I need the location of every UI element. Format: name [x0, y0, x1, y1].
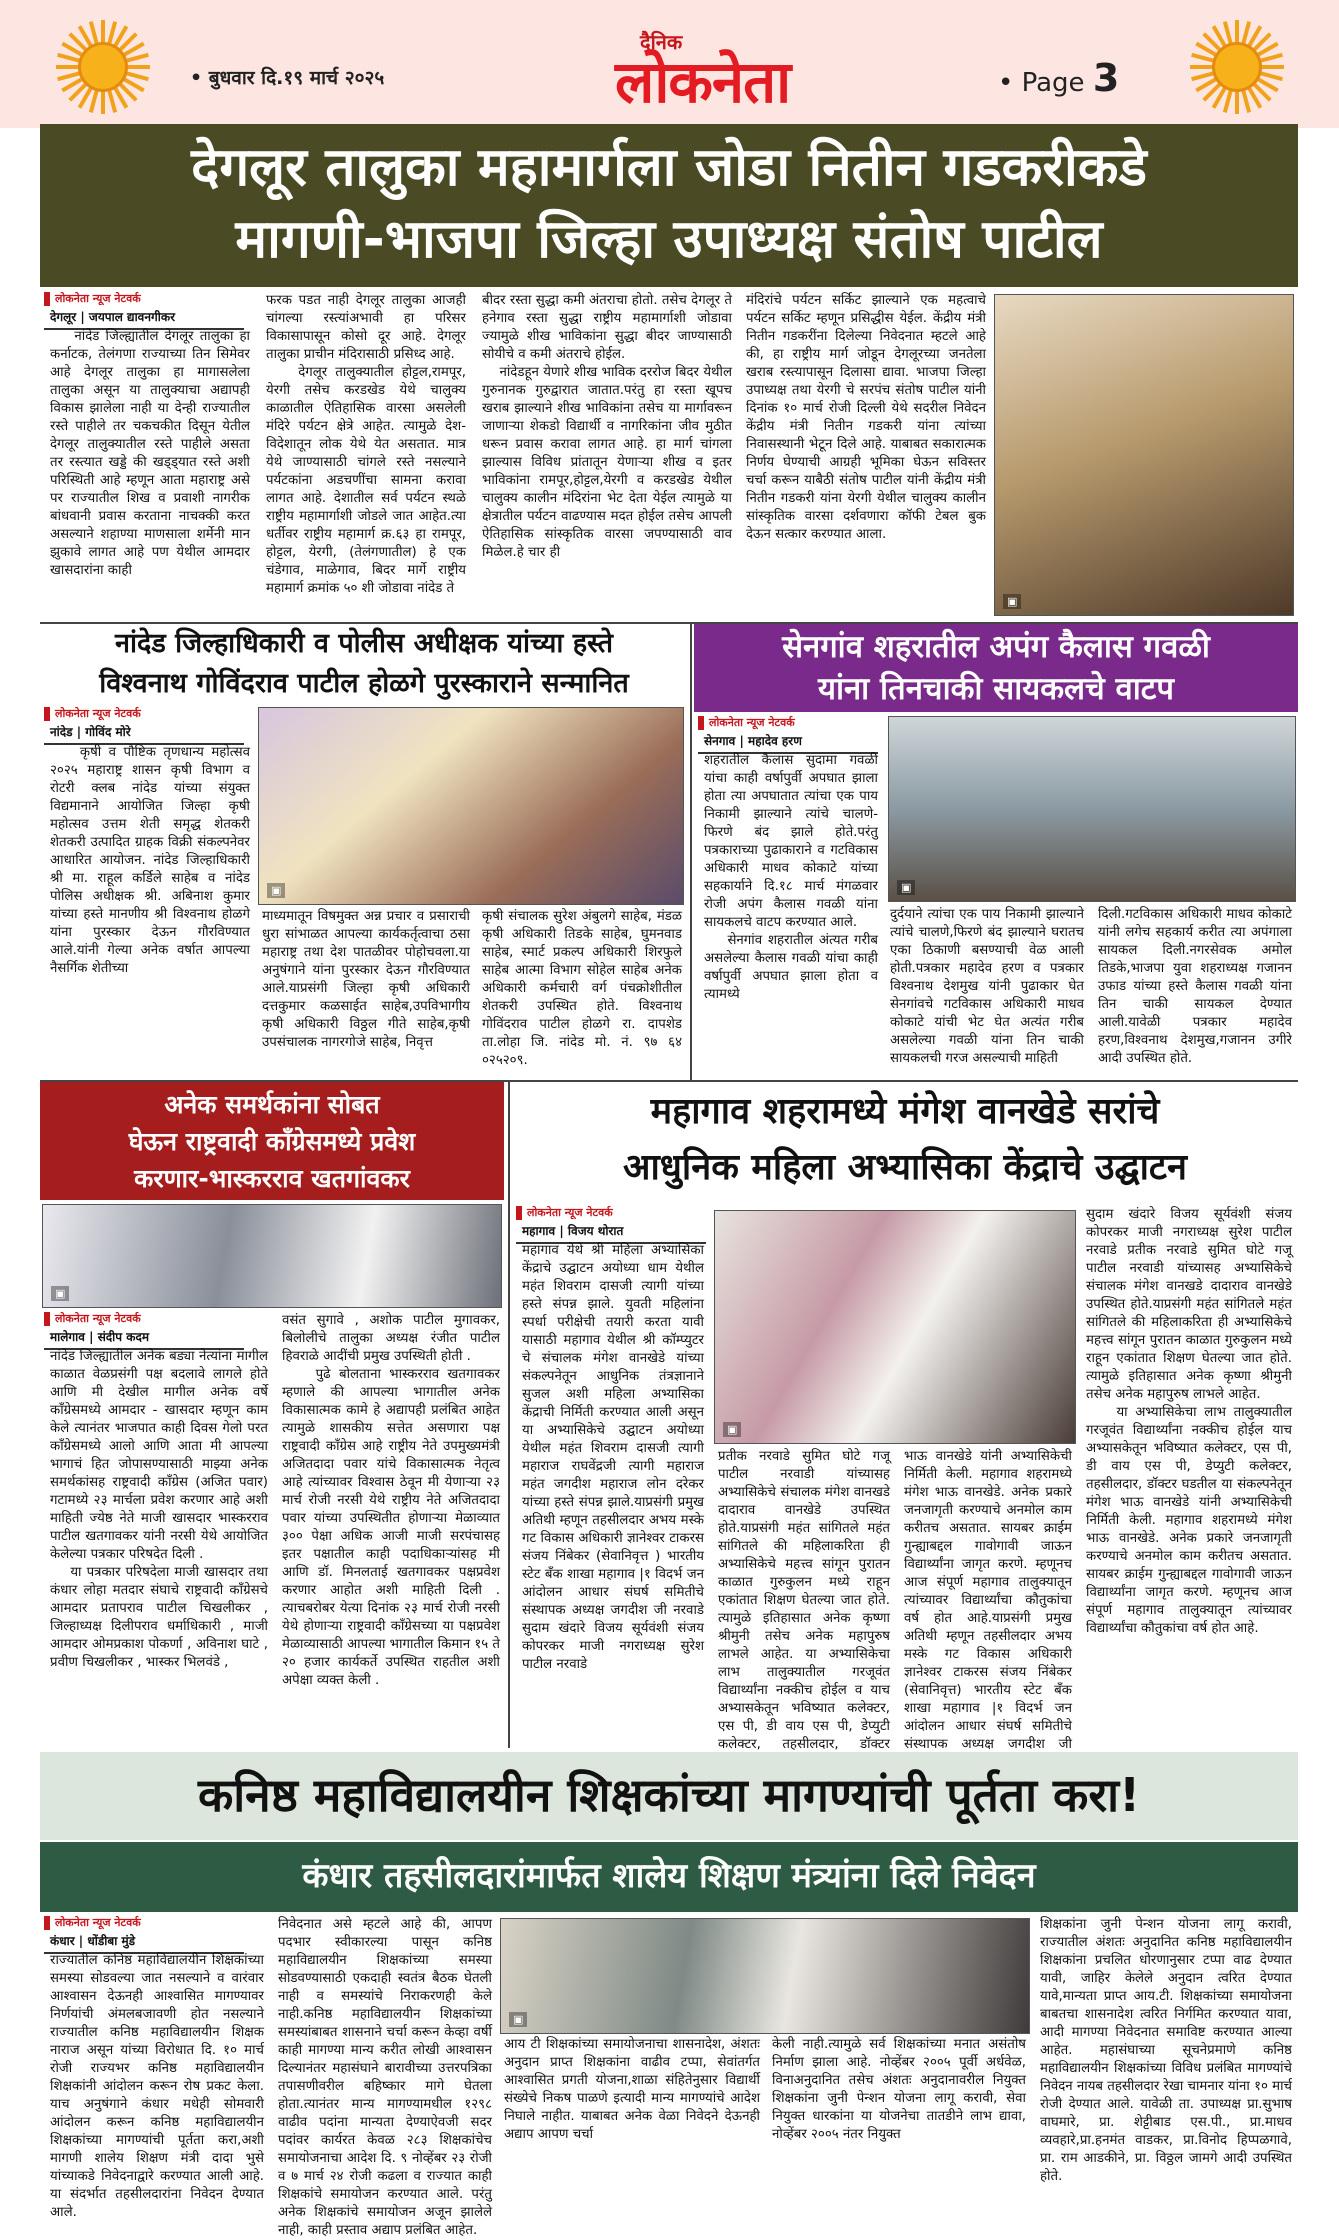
sun-icon: [1182, 16, 1292, 116]
article5-headline-line2: आधुनिक महिला अभ्यासिका केंद्राचे उद्घाटन: [622, 1147, 1188, 1188]
article1-byline: देगलूर | जयपाल द्यावनगीकर: [44, 306, 244, 330]
article3-column: दिली.गटविकास अधिकारी माधव कोकाटे यांनी लगेच सहकार्य करीत त्या अपंगाला सायकल दिली.नगरसेवक अमोल तिडके,भाजपा युवा शहराध्यक्ष गजानन उफाड यांच्या हस्ते कैलास गवळी यांना तिन चाकी सायकल देण्यात आली.यावेळी पत्रकार महादेव हरण,विश्वनाथ देशमुख,गजानन उगीरे आदी उपस्थित होते.: [1098, 907, 1297, 1066]
article3-column: दुर्दयाने त्यांचा एक पाय निकामी झाल्याने त्यांचे चालणे,फिरणे बंद झाल्याने घरातच एका ठिकाणी बसण्याची वेळ आली होती.पत्रकार महादेव हरण व पत्रकार विश्वनाथ देशमुख यांनी पुढाकार घेत सेनगांवचे गटविकास अधिकारी माधव कोकाटे यांची भेट घेत अत्यंत गरीब असलेल्या गवळी यांना तिन चाकी सायकलची गरज असल्याची माहिती: [890, 907, 1089, 1066]
article1-headline: [40, 124, 1298, 287]
photo-icon: ▣: [51, 1286, 69, 1301]
news-network-tag: लोकनेता न्यूज नेटवर्क: [44, 1916, 244, 1930]
article5-column: प्रतीक नरवाडे सुमित घोटे गजू पाटील नरवाडी यांच्यासह अभ्यासिकेचे संचालक मंगेश वानखडे दादाराव वानखेडे उपस्थित होते.याप्रसंगी महंत सांगितले महंत सांगितले की महिलाकरिता ही अभ्यासिकेचे महत्त्व सांगून पुरातन काळात गुरुकुलन मध्ये राहून एकांतात शिक्षण घेतल्या जात होते. त्यामुळे इतिहासात अनेक कृष्णा श्रीमुनी तसेच अनेक महापुरुष लाभले आहेत. या अभ्यासिकेचा लाभ तालुक्यातील गरजूवंत विद्यार्थ्यांना नक्कीच होईल व याच अभ्यासकेतून भविष्यात कलेक्टर, एस पी, डी वाय एस पी, डेप्युटी कलेक्टर, तहसीलदार, डॉक्टर: [718, 1449, 890, 1752]
article2-headline-line2: विश्वनाथ गोविंदराव पाटील होळगे पुरस्काराने सन्मानित: [99, 668, 629, 699]
article6-column: राज्यातील कनिष्ठ महाविद्यालयीन शिक्षकांच्या समस्या सोडवल्या जात नसल्याने व वारंवार आश्वासन देऊनही आश्वासित मागण्यावर निर्णयांची अंमलबजावणी होत नसल्याने राज्यातील कनिष्ठ महाविद्यालयीन शिक्षक नाराज असून यांच्या विरोधात दि. १० मार्च रोजी राज्यभर कनिष्ठ महाविद्यालयीन शिक्षकांनी आंदोलन करून रोष प्रकट केला. याच अनुषंगाने कंधार मधेही सोमवारी आंदोलन करून कनिष्ठ महाविद्यालयीन शिक्षकांच्या मागण्यांची पूर्तता करा,अशी मागणी शालेय शिक्षण मंत्री दादा भुसे यांच्याकडे निवेदनाद्वारे करण्यात आली आहे. या संदर्भात तहसीलदारांना निवेदन देण्यात आले.: [50, 1953, 269, 2220]
article3-photo: [888, 716, 1296, 902]
article4-byline: मालेगाव | संदीप कदम: [44, 1326, 244, 1350]
article6-meta: [44, 1916, 244, 1954]
article1-headline-line1: देगलूर तालुका महामार्गला जोडा नितीन गडकरीकडे: [191, 137, 1147, 198]
news-network-tag: लोकनेता न्यूज नेटवर्क: [698, 716, 878, 730]
article4-meta: [44, 1312, 244, 1350]
article3-meta: [698, 716, 878, 754]
news-network-tag: लोकनेता न्यूज नेटवर्क: [44, 292, 244, 306]
article6-column: शिक्षकांना जुनी पेन्शन योजना लागू करावी, राज्यातील अंशतः अनुदानित कनिष्ठ महाविद्यालयीन शिक्षकांना प्रचलित धोरणानुसार टप्पा वाढ देण्यात यावी, जाहिर केलेले अनुदान त्वरित देण्यात यावे,मान्यता प्राप्त आय.टी. शिक्षकांच्या समायोजना बाबतचा शासनादेश त्वरित निर्गमित करण्यात यावा, आदी मागण्या निवेदनात समाविष्ट करण्यात आल्या आहेत. महासंघाच्या सूचनेप्रमाणे कनिष्ठ महाविद्यालयीन शिक्षकांच्या विविध प्रलंबित मागण्यांचे निवेदन नायब तहसीलदार रेखा चामनार यांना १० मार्च रोजी देण्यात आले. यावेळी ता. उपाध्यक्ष प्रा.सुभाष वाघमारे, प्रा. शेट्टीबाड एस.पी., प्रा.माधव व्यवहारे,प्रा.हनमंत वाडकर, प्रा.विनोद हिप्पळगावे, प्रा. राम आडकीने, प्रा. विठ्ठल जामगे आदी उपस्थित होते.: [1040, 1917, 1297, 2184]
article2-byline: नांदेड | गोविंद मोरे: [44, 721, 244, 745]
masthead-title: लोकनेता: [615, 48, 791, 116]
article4-column: वसंत सुगावे , अशोक पाटील मुगावकर, बिलोलीचे तालुका अध्यक्ष रंजीत पाटील हिवराळे आदींची प्रमुख उपस्थिती होती . पुढे बोलताना भास्करराव खतगावकर म्हणाले की आपल्या भागातील अनेक विकासात्मक कामे हे अद्यापही प्रलंबित आहेत त्यामुळे शासकीय सत्तेत असणारा पक्ष राष्ट्रवादी काँग्रेस आहे राष्ट्रीय नेते उपमुख्यमंत्री अजितदादा पवार यांचे विकासात्मक नेतृत्व आहे त्यांच्यावर विश्वास ठेवून मी येणाऱ्या २३ मार्च रोजी नरसी येथे राष्ट्रीय नेते अजितदादा पवार यांच्या उपस्थितीत होणाऱ्या मेळाव्यात ३०० पेक्षा अधिक आजी माजी सरपंचासह इतर पक्षातील काही पदाधिकाऱ्यांसह मी आणि डॉ. मिनलताई खतगावकर पक्षप्रवेश करणार आहोत अशी माहिती दिली . त्याचबरोबर येत्या दिनांक २३ मार्च रोजी नरसी येथे होणाऱ्या राष्ट्रवादी काँग्रेसच्या या पक्षप्रवेश मेळाव्यासाठी आपल्या भागातील किमान १५ ते २० हजार कार्यकर्ते उपस्थित राहतील अशी अपेक्षा व्यक्त केली .: [282, 1313, 500, 1688]
article2-photo: [258, 707, 684, 905]
article1-headline-line2: मागणी-भाजपा जिल्हा उपाध्यक्ष संतोष पाटील: [235, 209, 1103, 270]
article4-photo: [42, 1204, 502, 1308]
article6-headline: कनिष्ठ महाविद्यालयीन शिक्षकांच्या मागण्यांची पूर्तता करा!: [40, 1752, 1298, 1840]
article2-headline-line1: नांदेड जिल्हाधिकारी व पोलीस अधीक्षक यांच्या हस्ते: [115, 628, 613, 659]
article1-column: मंदिरांचे पर्यटन सर्किट झाल्याने एक महत्वाचे पर्यटन सर्किट म्हणून प्रसिद्धीस येईल. केंद्रीय मंत्री नितीन गडकरींना दिलेल्या निवेदनात म्हटले आहे की, हा राष्ट्रीय मार्ग जोडून देगलूरच्या जनतेला खराब रस्त्यापासून दिलासा द्यावा. भाजपा जिल्हा उपाध्यक्ष तथा येरगी चे सरपंच संतोष पाटील यांनी दिनांक १० मार्च रोजी दिल्ली येथे सदरील निवेदन केंद्रीय मंत्री नितीन गडकरी यांना त्यांच्या निवासस्थानी भेटून दिले आहे. याबाबत सकारात्मक निर्णय घेण्याची आग्रही भूमिका घेऊन सविस्तर चर्चा करून याबैठी संतोष पाटील यांनी केंद्रीय मंत्री नितीन गडकरी यांना येरगी येथील चालुक्य कालीन सांस्कृतिक वारसा दर्शवणारा कॉफी टेबल बुक देऊन सत्कार करण्यात आला.: [746, 293, 991, 542]
article2-column: कृषी संचालक सुरेश अंबुलगे साहेब, मंडळ कृषी अधिकारी तिडके साहेब, घुमनवाड साहेब, स्मार्ट प्रकल्प अधिकारी शिरफुले साहेब आत्मा विभाग सोहेल साहेब अनेक अधिकारी कर्मचारी वर्ग पंचक्रोशीतील शेतकरी उपस्थित होते. विश्वनाथ गोविंदराव पाटील होळगे रा. दापशेड ता.लोहा जि. नांदेड मो. नं. ९७ ६४ ०२५२०९.: [482, 909, 687, 1068]
article3-byline: सेनगाव | महादेव हरण: [698, 730, 878, 754]
sun-icon: [48, 16, 158, 116]
article3-column: शहरातील कैलास सुदामा गवळी यांचा काही वर्षापुर्वी अपघात झाला होता त्या अपघातात त्यांचा एक पाय निकामी झाल्याने त्यांचे चालणे-फिरणे बंद झाले होते.परंतु पत्रकाराच्या पुढाकाराने व गटविकास अधिकारी माधव कोकाटे यांच्या सहकार्याने दि.१८ मार्च मंगळवार रोजी अपंग कैलास गवळी यांना सायकलचे वाटप करण्यात आले. सेनगांव शहरातील अंत्यत गरीब असलेल्या कैलास गवळी यांचा काही वर्षापुर्वी अपघात झाला होता व त्यामध्ये: [704, 753, 878, 1002]
article1-column: फरक पडत नाही देगलूर तालुका आजही चांगल्या रस्त्यांअभावी हा परिसर विकासापासून कोसो दूर आहे. देगलूर तालुका प्राचीन मंदिरासाठी प्रसिध्द आहे. देगलूर तालुक्यातील होट्टल,रामपूर, येरगी तसेच करडखेड येथे चालुक्य काळातील ऐतिहासिक वारसा असलेली मंदिरे पर्यटन क्षेत्रे आहेत. त्यामुळे देश-विदेशातून लोक येथे येत असतात. मात्र येथे जाण्यासाठी चांगले रस्ते नसल्याने पर्यटकांना अडचणींचा सामना करावा लागत आहे. देशातील सर्व पर्यटन स्थळे राष्ट्रीय महामार्गाशी जोडले जात आहेत.त्या धर्तीवर राष्ट्रीय महामार्ग क्र.६३ हा रामपूर, होट्टल, येरगी, (तेलंगणातील) हे एक चंडेगाव, माळेगाव, बिदर मार्गे राष्ट्रीय महामार्ग क्रमांक ५० शी जोडावा नांदेड ते: [266, 293, 466, 596]
article2-meta: [44, 707, 244, 745]
article3-headline-line2: यांना तिनचाकी सायकलचे वाटप: [817, 671, 1175, 707]
page-number-value: 3: [1092, 56, 1120, 100]
article4-headline-line1: अनेक समर्थकांना सोबत: [164, 1090, 380, 1119]
photo-icon: ▣: [1003, 594, 1021, 609]
article5-column: सुदाम खंदारे विजय सूर्यवंशी संजय कोपरकर माजी नगराध्यक्ष सुरेश पाटील नरवाडे प्रतीक नरवाडे सुमित घोटे गजू पाटील नरवाडी यांच्यासह अभ्यासिकेचे संचालक मंगेश वानखडे दादाराव वानखेडे उपस्थित होते.याप्रसंगी महंत सांगितले महंत सांगितले की महिलाकरिता ही अभ्यासिकेचे महत्त्व सांगून पुरातन काळात गुरुकुलन मध्ये राहून एकांतात शिक्षण घेतल्या जात होते. त्यामुळे इतिहासात अनेक कृष्णा श्रीमुनी तसेच अनेक महापुरुष लाभले आहेत. या अभ्यासिकेचा लाभ तालुक्यातील गरजूवंत विद्यार्थ्यांना नक्कीच होईल याच अभ्यासकेतून भविष्यात कलेक्टर, एस पी, डी वाय एस पी, डेप्युटी कलेक्टर, तहसीलदार, डॉक्टर घडतील या संकल्पनेतून मंगेश भाऊ वानखेडे यांनी अभ्यासिकेची निर्मिती केली. महागाव शहरामध्ये मंगेश भाऊ वानखेडे. अनेक प्रकारे जनजागृती करण्याचे अनमोल काम करीतच असतात. सायबर क्राईम गुन्ह्याबद्दल गावोगावी जाऊन विद्यार्थ्यांना जागृत करणे. म्हणूनच आज संपूर्ण महागाव तालुक्यातून त्यांच्यावर विद्यार्थ्यांचा कौतुकांचा वर्ष होत आहे.: [1086, 1207, 1292, 1636]
article5-byline: महागाव | विजय थोरात: [516, 1220, 706, 1244]
article6-column: निवेदनात असे म्हटले आहे की, आपण पदभार स्वीकारल्या पासून कनिष्ठ महाविद्यालयीन शिक्षकांच्या समस्या सोडवण्यासाठी एकदाही स्वतंत्र बैठक घेतली नाही व समस्यांचे निराकरणही केले नाही.कनिष्ठ महाविद्यालयीन शिक्षकांच्या समस्यांबाबत शासनाने चर्चा करून केव्हा वर्षी काही मागण्या मान्य करीत लोखी आश्वासन दिल्यानंतर महासंघाने बारावीच्या उत्तरपत्रिका तपासणीवरील बहिष्कार मागे घेतला होता.त्यानंतर मान्य मागण्यामधील १२९८ वाढीव पदांना मान्यता देण्याऐवजी सदर पदांवर कार्यरत केवळ २८३ शिक्षकांचेच समायोजनाचा आदेश दि. ९ नोव्हेंबर २३ रोजी व ७ मार्च २४ रोजी कढला व राज्यात काही शिक्षकांचे समायोजन करण्यात आले. परंतु अनेक शिक्षकांचे समायोजन अजून झालेले नाही, काही प्रस्ताव अद्याप प्रलंबित आहेत.: [278, 1917, 497, 2238]
issue-date: • बुधवार दि.१९ मार्च २०२५: [190, 67, 385, 89]
news-network-tag: लोकनेता न्यूज नेटवर्क: [44, 707, 244, 721]
article5-headline: [512, 1084, 1298, 1202]
news-network-tag: लोकनेता न्यूज नेटवर्क: [44, 1312, 244, 1326]
article6-subheadline: कंधार तहसीलदारांमार्फत शालेय शिक्षण मंत्र्यांना दिले निवेदन: [40, 1842, 1298, 1912]
article1-column: बीदर रस्ता सुद्धा कमी अंतराचा होतो. तसेच देगलूर ते हनेगाव रस्ता सुद्धा राष्ट्रीय महामार्गाशी जोडावा ज्यामुळे शीख भाविकांना सुद्धा बीदर जाण्यासाठी सोयीचे व कमी अंतराचे होईल. नांदेडहून येणारे शीख भाविक दररोज बिदर येथील गुरुनानक गुरुद्वारात जातात.परंतु हा रस्ता खूपच खराब झाल्याने शीख भाविकांना तसेच या मार्गावरून जाणाऱ्या शेकडो विद्यार्थी व नागरिकांना जीव मुठीत धरून प्रवास करावा लागत आहे. हा मार्ग चांगला झाल्यास विविध प्रांतातून येणाऱ्या शीख व इतर भाविकांना रामपूर,होट्टल,येरगी व करडखेड येथील चालुक्य कालीन मंदिरांना भेट देता येईल त्यामुळे या क्षेत्रातील पर्यटन वाढण्यास मदत होईल तसेच आपली ऐतिहासिक सांस्कृतिक वारसा जपण्यासाठी वाव मिळेल.हे चार ही: [482, 293, 732, 560]
article2-column: कृषी व पौष्टिक तृणधान्य महोत्सव २०२५ महाराष्ट्र शासन कृषी विभाग व रोटरी क्लब नांदेड यांच्या संयुक्त विद्यमानाने आयोजित जिल्हा कृषी महोत्सव उत्तम शेती समृद्ध शेतकरी शेतकरी उत्पादित ग्राहक विक्री संकल्पनेवर आधारित आयोजन. नांदेड जिल्हाधिकारी श्री मा. राहूल कर्डिले साहेब व नांदेड पोलिस अधीक्षक श्री. अबिनाश कुमार यांच्या हस्ते मानणीय श्री विश्वनाथ होळगे यांना पुरस्कार देऊन गौरविण्यात आले.यांनी गेल्या अनेक वर्षात आपल्या नैसर्गिक शेतीच्या: [50, 745, 255, 976]
article5-headline-line1: महागाव शहरामध्ये मंगेश वानखेडे सरांचे: [650, 1091, 1160, 1132]
masthead-prefix: दैनिक: [640, 30, 683, 54]
divider: [508, 1082, 510, 1748]
page-label: • Page: [998, 68, 1085, 98]
article1-photo: [994, 294, 1294, 616]
photo-icon: ▣: [723, 1422, 741, 1437]
article5-photo: [714, 1210, 1076, 1444]
divider: [690, 624, 692, 1080]
article5-column: भाऊ वानखेडे यांनी अभ्यासिकेची निर्मिती केली. महागाव शहरामध्ये मंगेश भाऊ वानखेडे. अनेक प्रकारे जनजागृती करण्याचे अनमोल काम करीतच असतात. सायबर क्राईम गुन्ह्याबद्दल गावोगावी जाऊन विद्यार्थ्यांना जागृत करणे. म्हणूनच आज संपूर्ण महागाव तालुक्यातून त्यांच्यावर विद्यार्थ्यांचा कौतुकांचा वर्ष होत आहे.याप्रसंगी प्रमुख अतिथी म्हणून तहसीलदार अभय मस्के गट विकास अधिकारी ज्ञानेश्वर टाकरस संजय निंबेकर (सेवानिवृत्त) भारतीय स्टेट बँक शाखा महागाव |१ विदर्भ जन आंदोलन आधार संघर्ष समितीचे संस्थापक अध्यक्ष जगदीश जी: [904, 1449, 1072, 1752]
photo-icon: ▣: [897, 880, 915, 895]
article6-byline: कंधार | धोंडीबा मुंडे: [44, 1930, 244, 1954]
article4-headline: [40, 1082, 504, 1200]
article5-column: महागाव येथे श्री महिला अभ्यासिका केंद्राचे उद्घाटन अयोध्या धाम येथील महंत शिवराम दासजी त्यागी यांच्या हस्ते संपन्न झाले. युवती महिलांना स्पर्धा परीक्षेची तयारी करता यावी यासाठी महागाव येथील श्री कॉम्प्युटर चे संचालक मंगेश वानखेडे यांच्या संकल्पनेतून आधुनिक तंत्रज्ञानाने सुजल अशी महिला अभ्यासिका केंद्राची निर्मिती करण्यात आली असून या अभ्यासिकेचे उद्घाटन अयोध्या येथील महंत शिवराम दासजी त्यागी महाराज राघवेंद्रजी त्यागी महाराज महंत जगदीश महाराज लोन दरेकर यांच्या हस्ते संपन्न झाले.याप्रसंगी प्रमुख अतिथी म्हणून तहसीलदार अभय मस्के गट विकास अधिकारी ज्ञानेश्वर टाकरस संजय निंबेकर (सेवानिवृत्त ) भारतीय स्टेट बँक शाखा महागाव |१ विदर्भ जन आंदोलन आधार संघर्ष समितीचे संस्थापक अध्यक्ष जगदीश जी नरवाडे सुदाम खंदारे विजय सूर्यवंशी संजय कोपरकर माजी नगराध्यक्ष सुरेश पाटील नरवाडे: [522, 1243, 709, 1672]
article1-meta: [44, 292, 244, 330]
article6-photo: [500, 1918, 1030, 2034]
article6-column: केली नाही.त्यामुळे सर्व शिक्षकांच्या मनात असंतोष निर्माण झाला आहे. नोव्हेंबर २००५ पूर्वी अर्धवेळ, विनाअनुदानित तसेच अंशतः अनुदानावरील नियुक्त शिक्षकांना जुनी पेन्शन योजना लागू करावी, सेवा नियुक्त धारकांना या योजनेचा तातडीने लाभ द्यावा, नोव्हेंबर २००५ नंतर नियुक्त: [772, 2037, 1031, 2142]
page-number: [998, 56, 1119, 100]
article6-column: आय टी शिक्षकांच्या समायोजनाचा शासनादेश, अंशतः अनुदान प्राप्त शिक्षकांना वाढीव टप्पा, सेवांतर्गत आश्वासित प्रगती योजना,शाळा संहितेनुसार विद्यार्थी संख्येचे निकष पाळणे इत्यादी मान्य मागण्यांचे आदेश निघाले नाहीत. याबाबत अनेक वेळा निवेदने देऊनही अद्याप आपण चर्चा: [504, 2037, 765, 2142]
photo-icon: ▣: [267, 883, 285, 898]
article5-meta: [516, 1206, 706, 1244]
article3-headline: [694, 624, 1298, 712]
article4-headline-line3: करणार-भास्करराव खतगांवकर: [134, 1164, 410, 1193]
article2-column: माध्यमातून विषमुक्त अन्न प्रचार व प्रसाराची धुरा सांभाळत आपल्या कार्यकर्तृत्वाचा ठसा महाराष्ट्र तथा देश पातळीवर पोहोचवला.या अनुषंगाने यांना पुरस्कार देऊन गौरविण्यात आले.याप्रसंगी जिल्हा कृषी अधिकारी दत्तकुमार कळसाईत साहेब,उपविभागीय कृषी अधिकारी विठ्ठल गीते साहेब,कृषी उपसंचालक नागरगोजे साहेब, निवृत्त: [262, 909, 475, 1050]
article4-column: नांदेड जिल्ह्यातील अनेक बड्या नेत्यांना मागील काळात वेळप्रसंगी पक्ष बदलावे लागले होते आणि मी देखील मागील अनेक वर्षे काँग्रेसमध्ये आमदार - खासदार म्हणून काम केले त्यानंतर भाजपात काही दिवस गेलो परत काँग्रेसमध्ये आलो आणि आता मी आपल्या भागाचं हित जोपासण्यासाठी माझ्या अनेक समर्थकांसह राष्ट्रवादी काँग्रेस (अजित पवार) गटामध्ये २३ मार्चला प्रवेश करणार आहे अशी माहिती ज्येष्ठ नेते माजी खासदार भास्करराव पाटील खतगावकर यांनी नरसी येथे आयोजित केलेल्या पत्रकार परिषदेत दिली . या पत्रकार परिषदेला माजी खासदार तथा कंधार लोहा मतदार संघाचे राष्ट्रवादी काँग्रेसचे आमदार प्रतापराव पाटील चिखलीकर , जिल्हाध्यक्ष दिलीपराव धर्माधिकारी , माजी आमदार ओमप्रकाश पोकर्णा , अविनाश घाटे , प्रवीण चिखलीकर , भास्कर भिलवंडे ,: [50, 1349, 268, 1670]
article1-column: नांदेड जिल्ह्यातील देगलूर तालुका हा कर्नाटक, तेलंगणा राज्याच्या तिन सिमेवर आहे देगलूर तालुका हा मागासलेला तालुका असून या तालुक्याचा अद्यापही विकास झालेला नाही या देन्ही राज्यातील रस्ते पाहीले तर चकचकीत दिसून येतील देगलूर तालुक्यातील रस्ते पाहीले असता तर रस्त्यात खड्डे की खड्ड्यात रस्ते अशी परिस्थिती आहे म्हणून आता महाराष्ट्र असे पर राज्यातील शिख व प्रवाशी नागरीक बांधवानी प्रवास करताना नाचक्की करत असल्याने शहाण्या माणसाला शर्मेनी मान झुकावे लागत आहे पण येथील आमदार खासदारांना काही: [50, 329, 255, 578]
article4-headline-line2: घेऊन राष्ट्रवादी काँग्रेसमध्ये प्रवेश: [128, 1127, 416, 1156]
article3-headline-line1: सेनगांव शहरातील अपंग कैलास गवळी: [782, 629, 1210, 665]
news-network-tag: लोकनेता न्यूज नेटवर्क: [516, 1206, 706, 1220]
article2-headline: [40, 624, 688, 704]
photo-icon: ▣: [509, 2012, 527, 2027]
